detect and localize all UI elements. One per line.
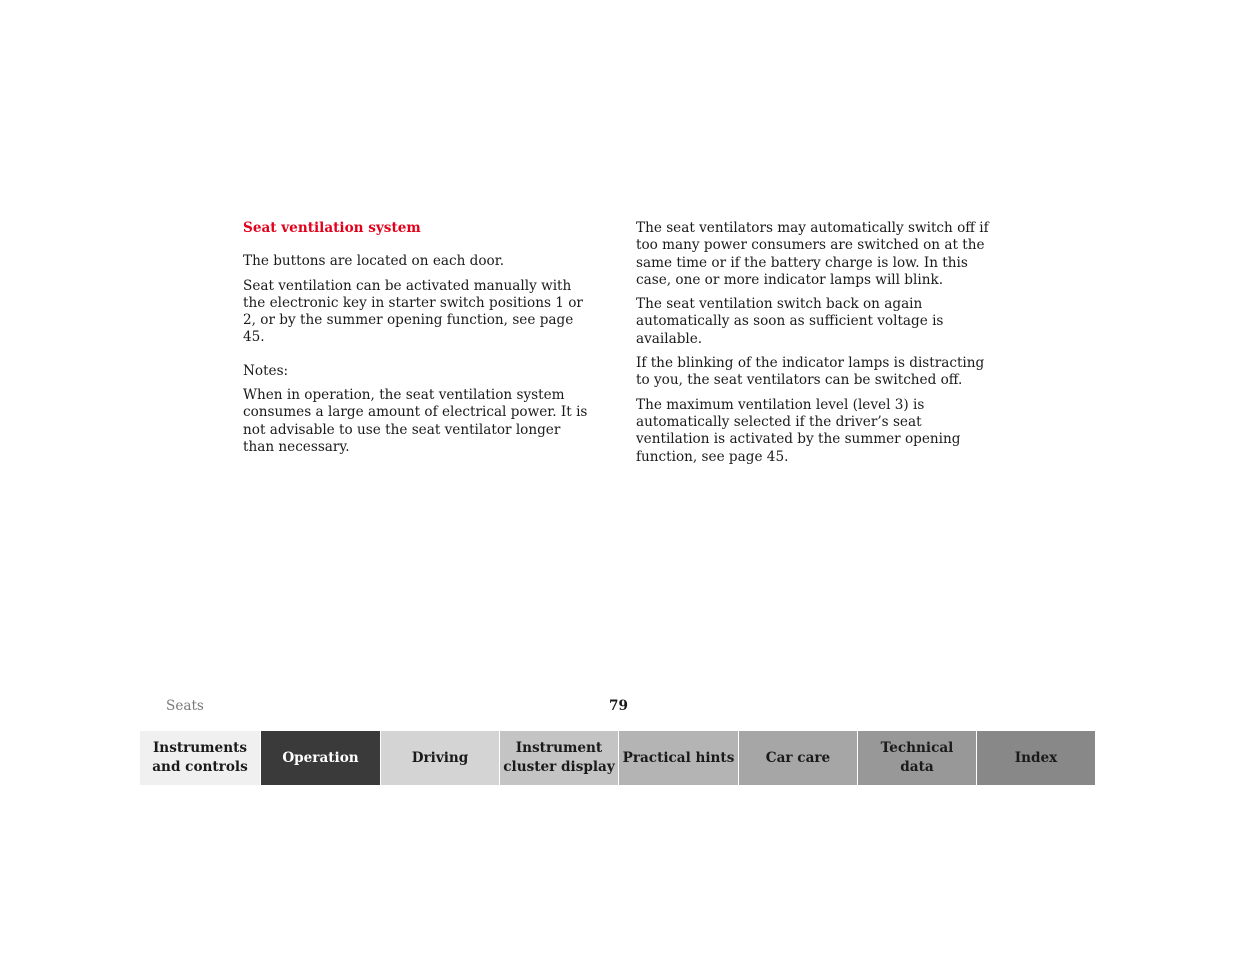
paragraph: The maximum ventilation level (level 3) is automatically selected if the driver’s seat ventilation is activated by the summer opening function, see page 45. xyxy=(636,396,961,465)
tab-operation[interactable]: Operation xyxy=(260,731,380,785)
paragraph: When in operation, the seat ventilation system consumes a large amount of electrical power. It is not advisable to use the seat ventilator longer than necessary. xyxy=(243,387,588,455)
tab-practical-hints[interactable]: Practical hints xyxy=(618,731,738,785)
paragraph: The seat ventilators may automatically switch off if too many power consumers are switched on at the same time or if the battery charge is low. In this case, one or more indicator lamps will blink. xyxy=(636,220,989,288)
notes-label: Notes: xyxy=(243,362,289,379)
paragraph: If the blinking of the indicator lamps is distracting to you, the seat ventilators can be switched off. xyxy=(636,355,985,389)
paragraph: Seat ventilation can be activated manually with the electronic key in starter switch positions 1 or 2, or by the summer opening function, see page 45. xyxy=(243,277,583,346)
tab-driving[interactable]: Driving xyxy=(380,731,499,785)
page-number: 79 xyxy=(609,698,628,714)
tab-index[interactable]: Index xyxy=(976,731,1095,785)
tab-instrument-cluster-display[interactable]: Instrument cluster display xyxy=(499,731,618,785)
paragraph: The seat ventilation switch back on again automatically as soon as sufficient voltage is available. xyxy=(636,296,944,347)
left-column xyxy=(243,220,595,463)
chapter-nav-bar xyxy=(140,731,1095,785)
tab-instruments-and-controls[interactable]: Instruments and controls xyxy=(140,731,260,785)
footer-section-label: Seats xyxy=(166,698,204,714)
section-heading: Seat ventilation system xyxy=(243,220,421,236)
tab-car-care[interactable]: Car care xyxy=(738,731,857,785)
tab-technical-data[interactable]: Technical data xyxy=(857,731,976,785)
paragraph: The buttons are located on each door. xyxy=(243,253,505,270)
right-column xyxy=(636,220,998,473)
